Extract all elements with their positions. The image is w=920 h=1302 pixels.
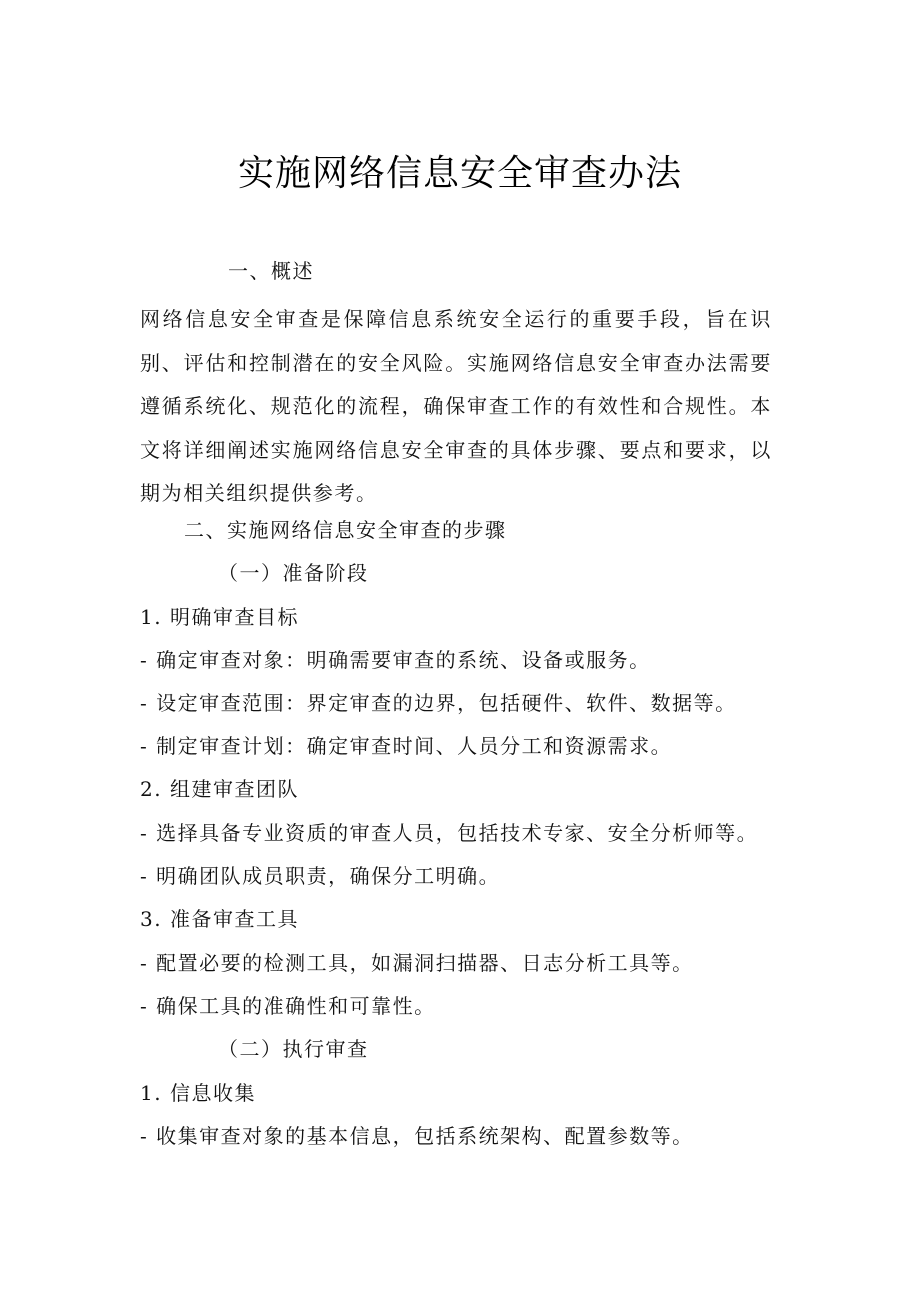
- list-item: - 确定审查对象：明确需要审查的系统、设备或服务。: [140, 648, 651, 672]
- subsection-heading-preparation: （一）准备阶段: [218, 561, 369, 585]
- item-heading-tools: 3. 准备审查工具: [140, 907, 299, 931]
- subsection-heading-execution: （二）执行审查: [218, 1037, 369, 1061]
- list-item: - 制定审查计划：确定审查时间、人员分工和资源需求。: [140, 734, 673, 758]
- item-heading-team: 2. 组建审查团队: [140, 777, 299, 801]
- list-item: - 配置必要的检测工具，如漏洞扫描器、日志分析工具等。: [140, 951, 694, 975]
- section-heading-overview: 一、概述: [228, 259, 314, 283]
- list-item: - 明确团队成员职责，确保分工明确。: [140, 864, 501, 888]
- item-heading-objectives: 1. 明确审查目标: [140, 605, 299, 629]
- section-heading-steps: 二、实施网络信息安全审查的步骤: [184, 518, 507, 542]
- document-title: 实施网络信息安全审查办法: [237, 153, 682, 194]
- list-item: - 设定审查范围：界定审查的边界，包括硬件、软件、数据等。: [140, 691, 737, 715]
- list-item: - 收集审查对象的基本信息，包括系统架构、配置参数等。: [140, 1124, 694, 1148]
- list-item: - 确保工具的准确性和可靠性。: [140, 994, 436, 1018]
- list-item: - 选择具备专业资质的审查人员，包括技术专家、安全分析师等。: [140, 821, 759, 845]
- intro-paragraph: 网络信息安全审查是保障信息系统安全运行的重要手段，旨在识别、评估和控制潜在的安全风险。实施网络信息安全审查办法需要遵循系统化、规范化的流程，确保审查工作的有效性和合规性。本文将详细阐述实施网络信息安全审查的具体步骤、要点和要求，以期为相关组织提供参考。: [140, 307, 772, 505]
- item-heading-info-collection: 1. 信息收集: [140, 1081, 256, 1105]
